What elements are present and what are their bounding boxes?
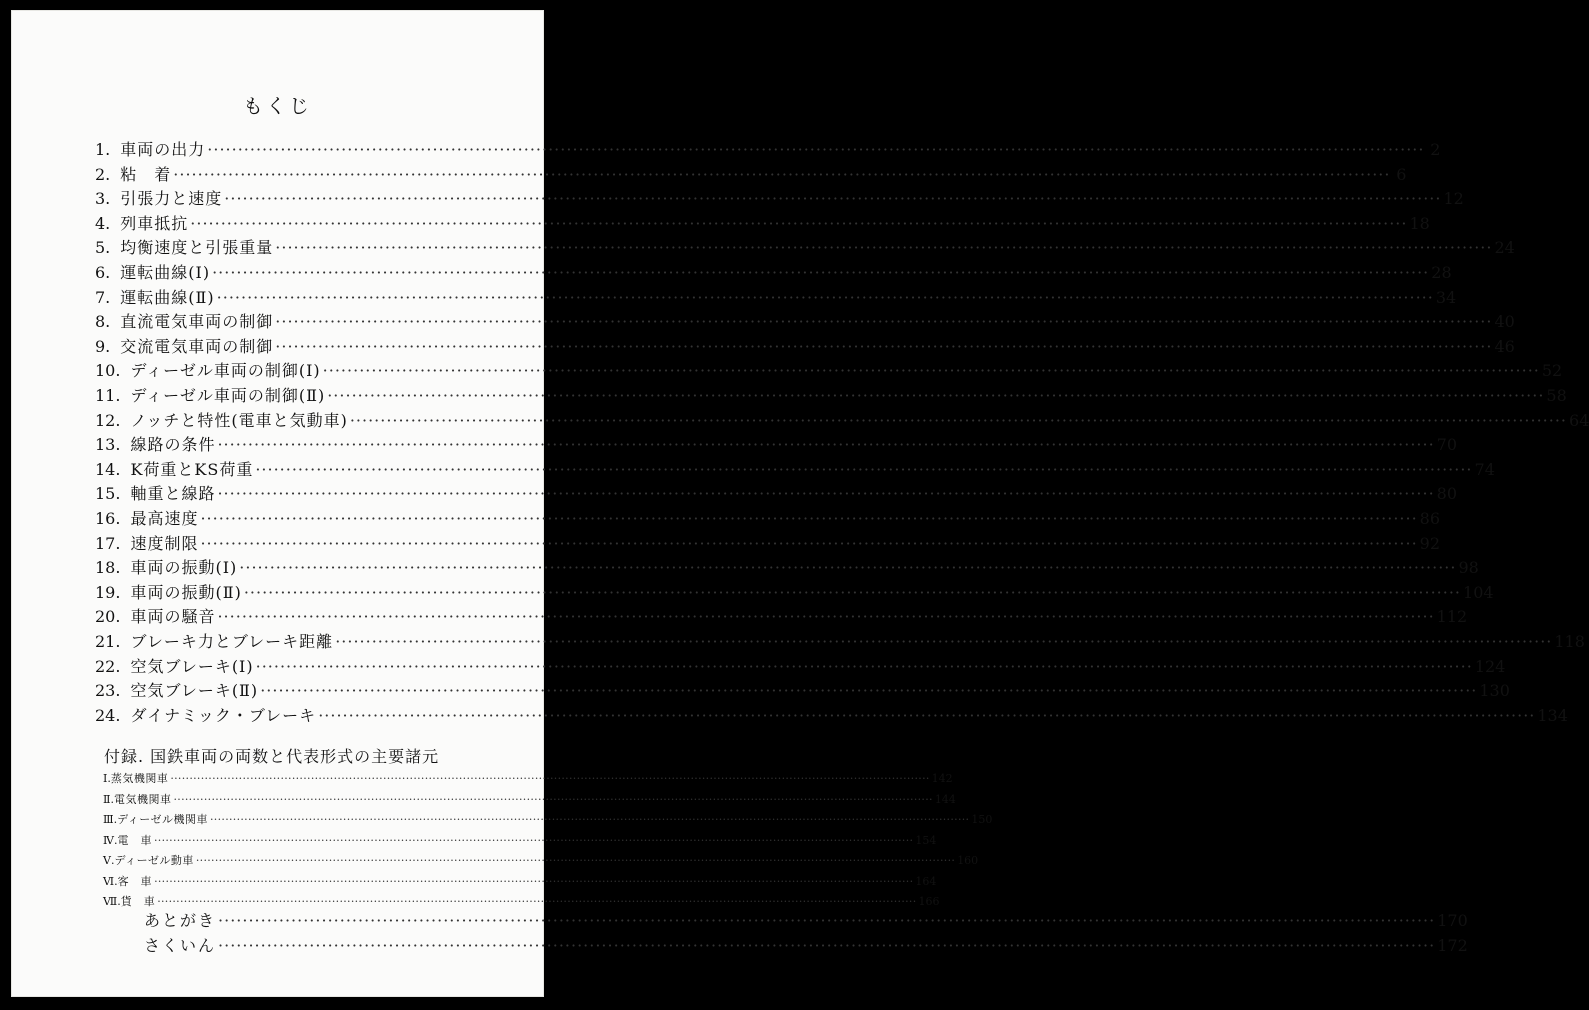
appendix-item-title: 蒸気機関車	[110, 772, 169, 785]
toc-page-number: 52	[1541, 361, 1563, 381]
toc-number: 20.	[95, 607, 121, 627]
toc-row	[95, 384, 1567, 409]
toc-number: 3.	[95, 189, 111, 209]
appendix-row	[103, 831, 937, 851]
toc-row	[95, 655, 1506, 680]
toc-row	[95, 704, 1568, 729]
toc-leader-dots: ········································································································································································································	[275, 312, 1493, 332]
appendix-page-number: 144	[934, 792, 956, 806]
toc-page-number: 40	[1494, 312, 1515, 332]
book-page	[11, 10, 1589, 997]
toc-leader-dots: ········································································································································································································	[224, 189, 1442, 209]
appendix-number: Ⅶ.	[103, 895, 121, 908]
toc-number: 21.	[95, 632, 121, 651]
appendix-number: Ⅳ.	[103, 833, 118, 847]
toc-chapter-title: 最高速度	[130, 509, 199, 528]
toc-chapter-title: 空気ブレーキ(Ⅱ)	[130, 681, 259, 701]
toc-number: 16.	[95, 509, 121, 528]
toc-page-number: 104	[1463, 582, 1494, 602]
toc-row	[95, 507, 1441, 532]
toc-chapter-title: 空気ブレーキ(Ⅰ)	[130, 656, 254, 676]
appendix-item-title: 電 車	[117, 833, 152, 847]
toc-page-number: 80	[1436, 484, 1458, 504]
toc-row	[95, 458, 1495, 483]
toc-row	[95, 335, 1515, 360]
toc-row	[95, 581, 1494, 606]
appendix-row	[103, 810, 993, 830]
appendix-item-title: ディーゼル機関車	[117, 813, 209, 826]
toc-number: 10.	[95, 361, 121, 381]
toc-row	[95, 138, 1441, 163]
appendix-leader-dots: ········································································································································································································	[154, 833, 914, 847]
toc-leader-dots: ········································································································································································································	[275, 336, 1493, 356]
end-matter-leader-dots: ········································································································································································································	[218, 935, 1436, 955]
toc-row	[95, 630, 1585, 655]
toc-chapter-title: 直流電気車両の制御	[120, 312, 274, 332]
end-matter-title: あとがき	[144, 911, 217, 930]
toc-leader-dots: ········································································································································································································	[255, 656, 1473, 676]
appendix-number: Ⅵ.	[103, 874, 118, 888]
appendix-number: Ⅰ.	[103, 772, 111, 785]
toc-chapter-title: 均衡速度と引張重量	[120, 238, 274, 258]
toc-page-number: 58	[1546, 386, 1567, 405]
toc-leader-dots: ········································································································································································································	[207, 140, 1425, 159]
toc-number: 9.	[95, 336, 111, 356]
appendix-leader-dots: ········································································································································································································	[173, 792, 933, 806]
toc-leader-dots: ········································································································································································································	[255, 459, 1473, 479]
toc-chapter-title: 速度制限	[130, 533, 199, 553]
toc-number: 2.	[95, 164, 111, 184]
toc-row	[95, 556, 1479, 581]
toc-number: 18.	[95, 558, 121, 578]
toc-number: 23.	[95, 681, 121, 701]
appendix-leader-dots: ········································································································································································································	[157, 895, 917, 908]
toc-leader-dots: ········································································································································································································	[239, 558, 1457, 578]
appendix-leader-dots: ········································································································································································································	[154, 874, 914, 888]
toc-page-number: 112	[1436, 607, 1468, 627]
end-matter-title: さくいん	[144, 935, 217, 955]
toc-number: 8.	[95, 312, 111, 332]
appendix-row	[103, 769, 953, 789]
appendix-leader-dots: ········································································································································································································	[210, 813, 970, 826]
toc-row	[95, 163, 1407, 188]
toc-row	[95, 212, 1430, 237]
end-matter-row	[144, 908, 1468, 933]
toc-leader-dots: ········································································································································································································	[217, 607, 1435, 627]
end-matter-row	[144, 933, 1468, 958]
end-matter-leader-dots: ········································································································································································································	[218, 911, 1436, 930]
toc-row	[95, 236, 1515, 261]
toc-chapter-title: 車両の振動(Ⅱ)	[130, 582, 242, 602]
toc-number: 11.	[95, 386, 121, 405]
toc-number: 1.	[95, 140, 111, 159]
toc-number: 5.	[95, 238, 111, 258]
toc-leader-dots: ········································································································································································································	[260, 681, 1478, 701]
toc-row	[95, 679, 1510, 704]
toc-row	[95, 482, 1458, 507]
appendix-row	[103, 851, 979, 871]
toc-number: 17.	[95, 533, 121, 553]
end-matter-page-number: 172	[1437, 935, 1468, 955]
toc-chapter-title: 粘 着	[120, 164, 172, 184]
appendix-title: 付録. 国鉄車両の両数と代表形式の主要諸元	[104, 747, 440, 766]
toc-leader-dots: ········································································································································································································	[173, 164, 1391, 184]
toc-row	[95, 605, 1468, 630]
toc-leader-dots: ········································································································································································································	[216, 287, 1434, 307]
appendix-row	[103, 872, 937, 892]
toc-page-number: 18	[1409, 213, 1430, 233]
toc-number: 15.	[95, 484, 121, 504]
toc-leader-dots: ········································································································································································································	[275, 238, 1493, 258]
appendix-item-title: 電気機関車	[113, 792, 172, 806]
toc-row	[95, 261, 1452, 286]
toc-page-number: 98	[1458, 558, 1479, 578]
toc-page-number: 118	[1554, 632, 1585, 651]
toc-leader-dots: ········································································································································································································	[322, 361, 1540, 381]
toc-number: 4.	[95, 213, 111, 233]
toc-number: 19.	[95, 582, 121, 602]
appendix-page-number: 160	[957, 854, 979, 867]
appendix-row	[103, 790, 956, 810]
toc-page-number: 130	[1479, 681, 1510, 701]
toc-leader-dots: ········································································································································································································	[318, 705, 1536, 725]
appendix-page-number: 150	[971, 813, 993, 826]
toc-row	[95, 187, 1464, 212]
toc-page-number: 12	[1443, 189, 1464, 209]
appendix-leader-dots: ········································································································································································································	[170, 772, 930, 785]
toc-chapter-title: ダイナミック・ブレーキ	[130, 705, 317, 725]
toc-number: 22.	[95, 656, 121, 676]
toc-chapter-title: 運転曲線(Ⅰ)	[120, 263, 211, 282]
toc-row	[95, 310, 1515, 335]
appendix-item-title: 貨 車	[120, 895, 156, 908]
toc-chapter-title: ディーゼル車両の制御(Ⅱ)	[130, 386, 326, 405]
toc-leader-dots: ········································································································································································································	[349, 410, 1568, 430]
appendix-page-number: 154	[915, 833, 937, 847]
toc-page-number: 124	[1474, 656, 1506, 676]
toc-page-number: 92	[1419, 533, 1441, 553]
toc-chapter-title: 交流電気車両の制御	[120, 336, 274, 356]
appendix-item-title: ディーゼル動車	[114, 854, 194, 867]
appendix-item-title: 客 車	[117, 874, 153, 888]
toc-chapter-title: 列車抵抗	[120, 213, 189, 233]
end-matter-page-number: 170	[1437, 911, 1468, 930]
toc-row	[95, 286, 1457, 311]
toc-page-number: 34	[1435, 287, 1457, 307]
toc-number: 6.	[95, 263, 111, 282]
toc-page-number: 6	[1396, 164, 1407, 184]
toc-page-number: 74	[1474, 459, 1495, 479]
toc-chapter-title: 線路の条件	[130, 435, 216, 455]
toc-chapter-title: 軸重と線路	[130, 484, 216, 504]
page-title: もくじ	[243, 94, 312, 118]
toc-chapter-title: 車両の振動(Ⅰ)	[130, 558, 238, 578]
toc-page-number: 46	[1494, 336, 1515, 356]
toc-chapter-title: 車両の騒音	[130, 607, 216, 627]
appendix-number: Ⅲ.	[103, 813, 118, 826]
toc-chapter-title: K荷重とKS荷重	[130, 459, 254, 479]
toc-row	[95, 532, 1441, 557]
toc-leader-dots: ········································································································································································································	[200, 533, 1418, 553]
toc-leader-dots: ········································································································································································································	[200, 509, 1418, 528]
toc-page-number: 24	[1494, 238, 1515, 258]
toc-number: 12.	[95, 410, 121, 430]
toc-chapter-title: ブレーキ力とブレーキ距離	[130, 632, 334, 651]
toc-leader-dots: ········································································································································································································	[217, 484, 1435, 504]
toc-page-number: 70	[1436, 435, 1458, 455]
toc-leader-dots: ········································································································································································································	[243, 582, 1462, 602]
toc-page-number: 86	[1419, 509, 1441, 528]
toc-row	[95, 433, 1458, 458]
appendix-page-number: 142	[931, 772, 953, 785]
toc-page-number: 64	[1569, 410, 1589, 430]
toc-chapter-title: 運転曲線(Ⅱ)	[120, 287, 215, 307]
toc-row	[95, 409, 1589, 434]
appendix-page-number: 166	[918, 895, 940, 908]
appendix-number: Ⅴ.	[103, 854, 115, 867]
appendix-page-number: 164	[915, 874, 937, 888]
toc-number: 24.	[95, 705, 121, 725]
toc-leader-dots: ········································································································································································································	[217, 435, 1435, 455]
toc-page-number: 2	[1430, 140, 1441, 159]
toc-number: 14.	[95, 459, 121, 479]
toc-row	[95, 359, 1563, 384]
toc-leader-dots: ········································································································································································································	[190, 213, 1408, 233]
toc-leader-dots: ········································································································································································································	[335, 632, 1553, 651]
toc-chapter-title: ノッチと特性(電車と気動車)	[130, 410, 348, 430]
appendix-number: Ⅱ.	[103, 792, 114, 806]
toc-number: 7.	[95, 287, 111, 307]
toc-page-number: 28	[1431, 263, 1452, 282]
toc-chapter-title: 引張力と速度	[120, 189, 223, 209]
toc-leader-dots: ········································································································································································································	[212, 263, 1430, 282]
toc-leader-dots: ········································································································································································································	[327, 386, 1545, 405]
toc-chapter-title: 車両の出力	[120, 140, 206, 159]
toc-number: 13.	[95, 435, 121, 455]
toc-page-number: 134	[1537, 705, 1568, 725]
appendix-leader-dots: ········································································································································································································	[195, 854, 956, 867]
toc-chapter-title: ディーゼル車両の制御(Ⅰ)	[130, 361, 321, 381]
